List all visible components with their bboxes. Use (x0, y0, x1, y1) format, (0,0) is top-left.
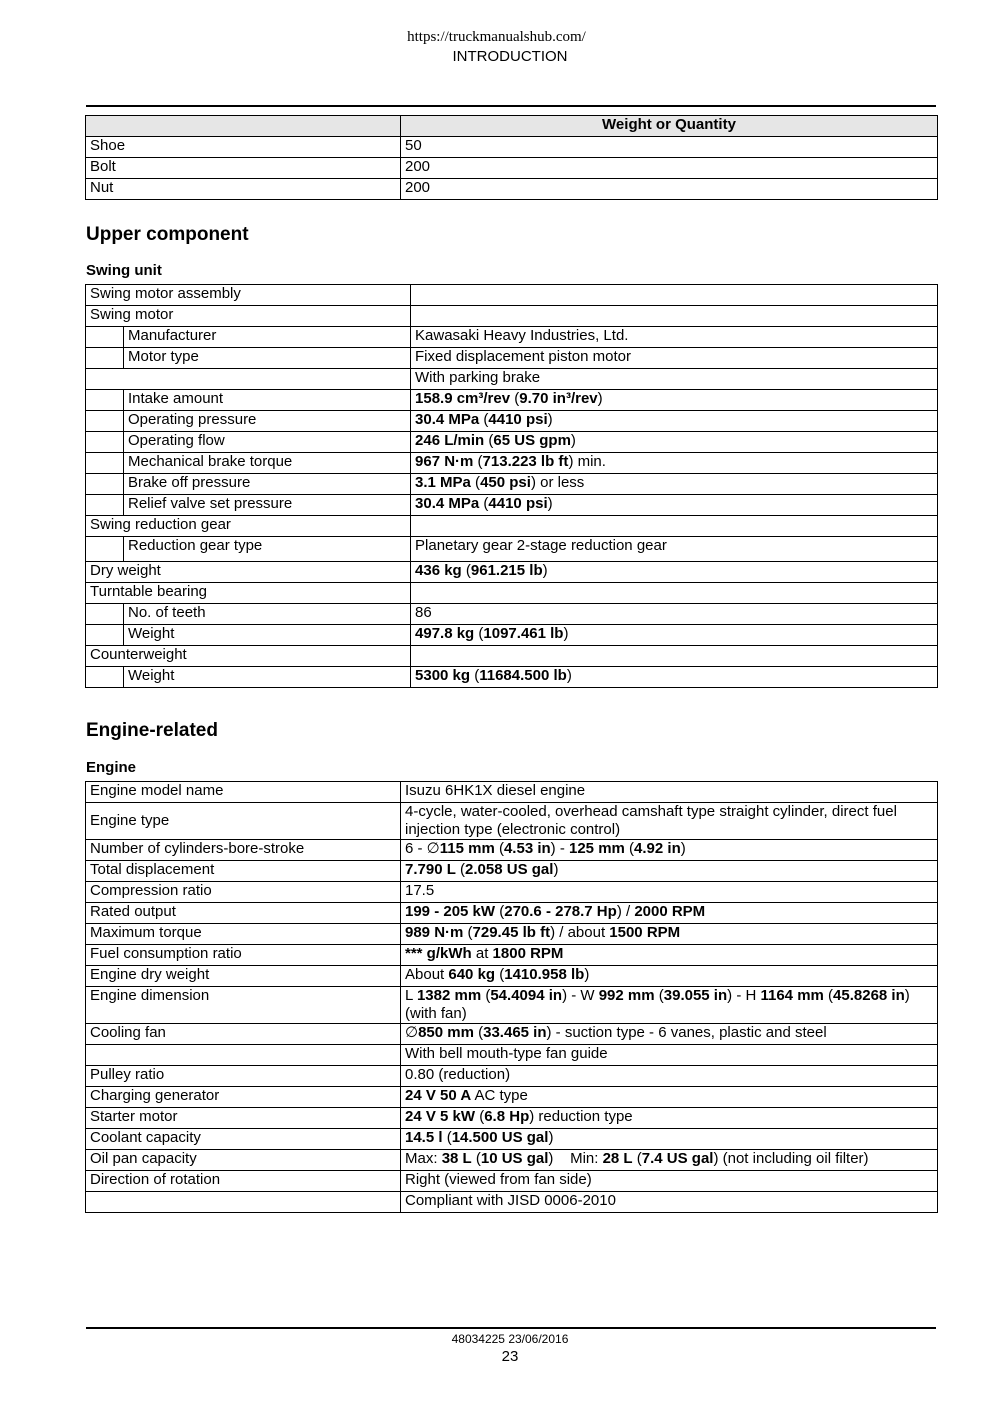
label-cell: Swing motor (86, 306, 411, 327)
table-row (86, 453, 938, 474)
indent-cell (86, 667, 124, 688)
label-cell: Engine dry weight (86, 966, 401, 987)
value-cell: With bell mouth-type fan guide (401, 1045, 938, 1066)
table-row (86, 1024, 938, 1045)
label-cell: Maximum torque (86, 924, 401, 945)
label-cell: Rated output (86, 903, 401, 924)
indent-cell (86, 432, 124, 453)
label-cell: Cooling fan (86, 1024, 401, 1045)
table-row (86, 583, 938, 604)
table-row (86, 1192, 938, 1213)
table-row (86, 803, 938, 840)
table-row (86, 1150, 938, 1171)
value-cell: Kawasaki Heavy Industries, Ltd. (411, 327, 938, 348)
table-row (86, 1066, 938, 1087)
value-cell: Planetary gear 2-stage reduction gear (411, 537, 938, 562)
table-row (86, 1129, 938, 1150)
footer-document-id: 48034225 23/06/2016 (451, 1332, 569, 1346)
value-cell: ∅850 mm (33.465 in) - suction type - 6 vanes, plastic and steel (401, 1024, 938, 1045)
label-cell: Manufacturer (124, 327, 411, 348)
label-cell (86, 369, 411, 390)
label-cell: Reduction gear type (124, 537, 411, 562)
header-url: https://truckmanualshub.com/ (407, 29, 586, 45)
table-header-empty (86, 116, 401, 137)
table-row (86, 604, 938, 625)
item-cell: Nut (86, 179, 401, 200)
label-cell: Oil pan capacity (86, 1150, 401, 1171)
indent-cell (86, 495, 124, 516)
label-cell: Dry weight (86, 562, 411, 583)
label-cell: Brake off pressure (124, 474, 411, 495)
value-cell: 30.4 MPa (4410 psi) (411, 411, 938, 432)
value-cell (411, 306, 938, 327)
table-row (86, 306, 938, 327)
indent-cell (86, 348, 124, 369)
value-cell: 5300 kg (11684.500 lb) (411, 667, 938, 688)
label-cell: Charging generator (86, 1087, 401, 1108)
value-cell: Compliant with JISD 0006-2010 (401, 1192, 938, 1213)
value-cell: With parking brake (411, 369, 938, 390)
label-cell: Total displacement (86, 861, 401, 882)
value-cell: 200 (401, 158, 938, 179)
table-row (86, 390, 938, 411)
table-row (86, 411, 938, 432)
label-cell: No. of teeth (124, 604, 411, 625)
value-cell (411, 646, 938, 667)
value-cell: Right (viewed from fan side) (401, 1171, 938, 1192)
table-row (86, 625, 938, 646)
label-cell: Weight (124, 625, 411, 646)
value-cell (411, 516, 938, 537)
indent-cell (86, 411, 124, 432)
label-cell: Motor type (124, 348, 411, 369)
value-cell: 200 (401, 179, 938, 200)
value-cell: Fixed displacement piston motor (411, 348, 938, 369)
table-row (86, 1108, 938, 1129)
label-cell (86, 1192, 401, 1213)
item-cell: Bolt (86, 158, 401, 179)
table-row (86, 432, 938, 453)
value-cell: About 640 kg (1410.958 lb) (401, 966, 938, 987)
label-cell: Turntable bearing (86, 583, 411, 604)
value-cell: 989 N·m (729.45 lb ft) / about 1500 RPM (401, 924, 938, 945)
table-row (86, 924, 938, 945)
subsection-title-engine: Engine (86, 759, 137, 776)
value-cell (411, 583, 938, 604)
table-row (86, 369, 938, 390)
indent-cell (86, 327, 124, 348)
table-row (86, 882, 938, 903)
value-cell: 30.4 MPa (4410 psi) (411, 495, 938, 516)
value-cell: 14.5 l (14.500 US gal) (401, 1129, 938, 1150)
value-cell: 436 kg (961.215 lb) (411, 562, 938, 583)
label-cell: Pulley ratio (86, 1066, 401, 1087)
page-number: 23 (501, 1348, 519, 1365)
label-cell: Operating flow (124, 432, 411, 453)
label-cell: Weight (124, 667, 411, 688)
table-row (86, 861, 938, 882)
value-cell: 497.8 kg (1097.461 lb) (411, 625, 938, 646)
value-cell: *** g/kWh at 1800 RPM (401, 945, 938, 966)
table-row (86, 562, 938, 583)
indent-cell (86, 474, 124, 495)
value-cell: 7.790 L (2.058 US gal) (401, 861, 938, 882)
footer-rule (86, 1327, 936, 1329)
indent-cell (86, 625, 124, 646)
table-row (86, 945, 938, 966)
table-row (86, 840, 938, 861)
table-row (86, 1087, 938, 1108)
value-cell: 6 - ∅115 mm (4.53 in) - 125 mm (4.92 in) (401, 840, 938, 861)
label-cell: Engine model name (86, 782, 401, 803)
value-cell: 199 - 205 kW (270.6 - 278.7 Hp) / 2000 RPM (401, 903, 938, 924)
value-cell: 4-cycle, water-cooled, overhead camshaft type straight cylinder, direct fuel injection type (electronic control) (401, 803, 938, 840)
indent-cell (86, 453, 124, 474)
table-row (86, 474, 938, 495)
value-cell: L 1382 mm (54.4094 in) - W 992 mm (39.055 in) - H 1164 mm (45.8268 in) (with fan) (401, 987, 938, 1024)
item-cell: Shoe (86, 137, 401, 158)
table-row (86, 646, 938, 667)
table-row (86, 327, 938, 348)
label-cell: Coolant capacity (86, 1129, 401, 1150)
table-row (86, 495, 938, 516)
indent-cell (86, 390, 124, 411)
value-cell: 24 V 50 A AC type (401, 1087, 938, 1108)
table-row (86, 179, 938, 200)
table-row (86, 285, 938, 306)
section-title-engine-related: Engine-related (86, 720, 218, 741)
value-cell: 246 L/min (65 US gpm) (411, 432, 938, 453)
table-row (86, 1045, 938, 1066)
label-cell: Compression ratio (86, 882, 401, 903)
table-row (86, 667, 938, 688)
value-cell: 17.5 (401, 882, 938, 903)
value-cell: 24 V 5 kW (6.8 Hp) reduction type (401, 1108, 938, 1129)
table-row (86, 782, 938, 803)
table-row (86, 966, 938, 987)
value-cell: 3.1 MPa (450 psi) or less (411, 474, 938, 495)
value-cell: 0.80 (reduction) (401, 1066, 938, 1087)
label-cell: Direction of rotation (86, 1171, 401, 1192)
table-row (86, 137, 938, 158)
table-row (86, 987, 938, 1024)
value-cell: 86 (411, 604, 938, 625)
swing-unit-table (85, 284, 938, 688)
label-cell: Mechanical brake torque (124, 453, 411, 474)
table-row (86, 537, 938, 562)
table-row (86, 158, 938, 179)
label-cell: Fuel consumption ratio (86, 945, 401, 966)
table-row (86, 1171, 938, 1192)
value-cell: 158.9 cm³/rev (9.70 in³/rev) (411, 390, 938, 411)
value-cell: Max: 38 L (10 US gal) Min: 28 L (7.4 US gal) (not including oil filter) (401, 1150, 938, 1171)
value-cell (411, 285, 938, 306)
label-cell: Relief valve set pressure (124, 495, 411, 516)
header-section-title: INTRODUCTION (452, 48, 568, 65)
label-cell: Intake amount (124, 390, 411, 411)
value-cell: 967 N·m (713.223 lb ft) min. (411, 453, 938, 474)
label-cell: Number of cylinders-bore-stroke (86, 840, 401, 861)
table-header-weight-quantity: Weight or Quantity (401, 116, 938, 137)
label-cell (86, 1045, 401, 1066)
label-cell: Starter motor (86, 1108, 401, 1129)
label-cell: Counterweight (86, 646, 411, 667)
header-rule (86, 105, 936, 107)
table-row (86, 348, 938, 369)
label-cell: Swing reduction gear (86, 516, 411, 537)
label-cell: Operating pressure (124, 411, 411, 432)
indent-cell (86, 604, 124, 625)
value-cell: Isuzu 6HK1X diesel engine (401, 782, 938, 803)
label-cell: Engine type (86, 803, 401, 840)
value-cell: 50 (401, 137, 938, 158)
table-row (86, 903, 938, 924)
section-title-upper-component: Upper component (86, 224, 249, 245)
subsection-title-swing-unit: Swing unit (86, 262, 162, 279)
label-cell: Swing motor assembly (86, 285, 411, 306)
label-cell: Engine dimension (86, 987, 401, 1024)
engine-table (85, 781, 938, 1213)
indent-cell (86, 537, 124, 562)
quantity-table (85, 115, 938, 200)
table-row (86, 516, 938, 537)
